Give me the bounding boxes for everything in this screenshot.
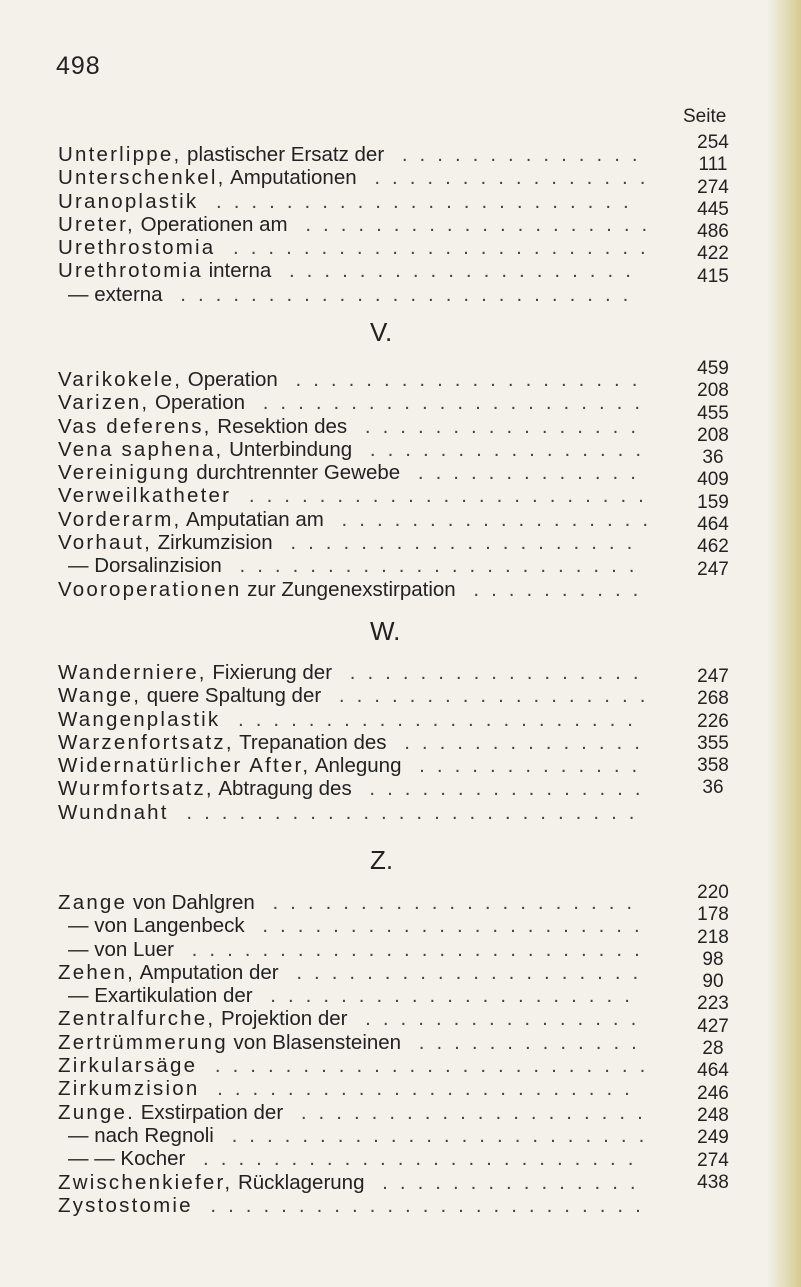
index-entry: Wangenplastik ....................... <box>58 707 646 731</box>
page-ref: 274 <box>697 1149 729 1171</box>
index-entry: Vena saphena, Unterbindung ................ <box>58 437 654 461</box>
index-entry: Zystostomie ......................... <box>58 1193 653 1217</box>
index-entry: Unterlippe, plastischer Ersatz der .............. <box>58 143 650 166</box>
leader-dots: ...................... <box>244 914 652 938</box>
page-ref: 90 <box>702 971 724 993</box>
page-ref: 486 <box>697 221 729 243</box>
index-section-u <box>58 143 678 306</box>
leader-dots: .......................... <box>162 282 641 306</box>
page-ref: 464 <box>697 1060 729 1082</box>
index-entry: Vas deferens, Resektion des ................ <box>58 414 649 438</box>
section-letter-w: W. <box>370 616 401 646</box>
leader-dots: .................... <box>287 212 660 236</box>
page-ref: 226 <box>697 710 729 732</box>
leader-dots: ................ <box>352 437 654 461</box>
leader-dots: ....................... <box>231 484 656 508</box>
index-entry: Zirkumzision ........................ <box>58 1077 642 1101</box>
page-ref: 218 <box>697 926 729 948</box>
page-number: 498 <box>56 52 101 80</box>
page-edge-shadow <box>767 0 801 1287</box>
page-ref: 220 <box>697 882 729 903</box>
page-ref: 462 <box>697 536 729 558</box>
leader-dots: ....................... <box>220 707 646 731</box>
page-ref: 208 <box>697 380 729 402</box>
leader-dots: ..................... <box>252 984 642 1008</box>
index-entry: Vereinigung durchtrennter Gewebe ............. <box>58 461 648 485</box>
index-entry: Warzenfortsatz, Trepanation des .............. <box>58 730 652 754</box>
page-ref: 409 <box>697 469 729 491</box>
leader-dots: ............... <box>364 1170 648 1194</box>
index-entry: Varizen, Operation ...................... <box>58 391 653 415</box>
page-numbers-u <box>683 132 743 288</box>
leader-dots: ..................... <box>254 891 645 914</box>
leader-dots: ......................... <box>185 1147 646 1171</box>
index-entry: — externa .......................... <box>68 282 641 306</box>
page-ref: 178 <box>697 904 729 926</box>
page-ref: 274 <box>697 176 729 198</box>
page-numbers-w <box>683 666 743 800</box>
index-entry: Vorderarm, Amputatian am .................. <box>58 507 661 531</box>
leader-dots: ...................... <box>245 391 653 415</box>
page-ref: 427 <box>697 1015 729 1037</box>
index-entry: Ureter, Operationen am .................... <box>58 212 660 236</box>
index-entry: Zwischenkiefer, Rücklagerung ............... <box>58 1170 648 1194</box>
index-entry: Wundnaht .......................... <box>58 800 647 824</box>
leader-dots: .................... <box>278 960 651 984</box>
leader-dots: .......................... <box>168 800 647 824</box>
index-entry: Zehen, Amputation der .................... <box>58 960 651 984</box>
index-entry: Zentralfurche, Projektion der ................ <box>58 1007 649 1031</box>
leader-dots: .................... <box>283 1100 655 1124</box>
page-ref: 355 <box>697 732 729 754</box>
leader-dots: .............. <box>384 143 650 166</box>
page-ref: 208 <box>697 424 729 446</box>
index-entry: Zertrümmerung von Blasensteinen ............. <box>58 1030 649 1054</box>
page-ref: 459 <box>697 358 729 379</box>
page-ref: 223 <box>697 993 729 1015</box>
page-ref: 247 <box>697 666 729 687</box>
index-entry: Wange, quere Spaltung der .................. <box>58 684 658 708</box>
leader-dots: ............. <box>401 1030 649 1054</box>
page-ref: 247 <box>697 558 729 580</box>
leader-dots: ......................... <box>192 1193 653 1217</box>
page-ref: 455 <box>697 402 729 424</box>
index-entry: Zange von Dahlgren ..................... <box>58 891 645 914</box>
leader-dots: ........................ <box>215 236 658 260</box>
page-ref: 464 <box>697 514 729 536</box>
leader-dots: ......................... <box>197 1054 658 1078</box>
page-ref: 358 <box>697 755 729 777</box>
index-entry: — nach Regnoli ........................ <box>68 1123 657 1147</box>
index-entry: Wanderniere, Fixierung der ................. <box>58 661 651 684</box>
page-ref: 438 <box>697 1171 729 1193</box>
leader-dots: .................... <box>271 259 643 283</box>
page-ref: 249 <box>697 1127 729 1149</box>
page-ref: 36 <box>702 777 724 799</box>
index-entry: — von Luer .......................... <box>68 937 652 961</box>
leader-dots: .................... <box>272 531 645 555</box>
index-entry: Verweilkatheter ....................... <box>58 484 656 508</box>
index-section-v <box>58 368 678 601</box>
index-entry: Urethrostomia ........................ <box>58 236 658 260</box>
index-entry: Varikokele, Operation .................... <box>58 368 650 391</box>
leader-dots: ....................... <box>221 554 647 578</box>
index-entry: Vorhaut, Zirkumzision .................... <box>58 531 645 555</box>
section-letter-v: V. <box>370 317 393 347</box>
index-entry: Zirkularsäge ......................... <box>58 1054 658 1078</box>
leader-dots: .................. <box>323 507 661 531</box>
leader-dots: ............. <box>401 754 650 778</box>
index-entry: — Dorsalinzision ....................... <box>68 554 647 578</box>
page-ref: 422 <box>697 243 729 265</box>
page-column-header: Seite <box>683 106 727 127</box>
page-ref: 415 <box>697 265 729 287</box>
index-entry: Widernatürlicher After, Anlegung ............. <box>58 754 650 778</box>
index-entry: — Exartikulation der ..................... <box>68 984 642 1008</box>
page-ref: 36 <box>702 447 724 469</box>
index-entry: — von Langenbeck ...................... <box>68 914 652 938</box>
page-numbers-v <box>683 358 743 581</box>
index-entry: Vooroperationen zur Zungenexstirpation .......... <box>58 577 651 601</box>
index-section-z <box>58 891 678 1217</box>
leader-dots: ................ <box>356 166 658 190</box>
section-letter-z: Z. <box>370 845 394 875</box>
leader-dots: .......................... <box>173 937 652 961</box>
leader-dots: ........................ <box>199 1077 642 1101</box>
leader-dots: ........................ <box>213 1123 657 1147</box>
leader-dots: ........................ <box>198 189 641 213</box>
index-entry: Zunge. Exstirpation der .................... <box>58 1100 655 1124</box>
index-entry: — — Kocher ......................... <box>68 1147 646 1171</box>
index-entry: Uranoplastik ........................ <box>58 189 641 213</box>
index-entry: Urethrotomia interna .................... <box>58 259 643 283</box>
index-entry: Wurmfortsatz, Abtragung des ................ <box>58 777 653 801</box>
page-ref: 248 <box>697 1104 729 1126</box>
leader-dots: .................... <box>277 368 650 391</box>
leader-dots: .................. <box>321 684 658 708</box>
page-ref: 98 <box>702 948 724 970</box>
index-entry: Unterschenkel, Amputationen ................ <box>58 166 658 190</box>
page-ref: 254 <box>697 132 729 153</box>
leader-dots: ................ <box>351 777 653 801</box>
leader-dots: ................ <box>347 414 649 438</box>
page-ref: 445 <box>697 198 729 220</box>
page-ref: 246 <box>697 1082 729 1104</box>
leader-dots: ................. <box>332 661 651 684</box>
page-numbers-z <box>683 882 743 1194</box>
page-ref: 268 <box>697 688 729 710</box>
page-ref: 159 <box>697 491 729 513</box>
leader-dots: .......... <box>455 577 651 601</box>
index-section-w <box>58 661 678 824</box>
page-ref: 111 <box>698 154 728 176</box>
leader-dots: ................ <box>347 1007 649 1031</box>
leader-dots: ............. <box>400 461 648 485</box>
page-ref: 28 <box>702 1038 724 1060</box>
leader-dots: .............. <box>386 730 652 754</box>
